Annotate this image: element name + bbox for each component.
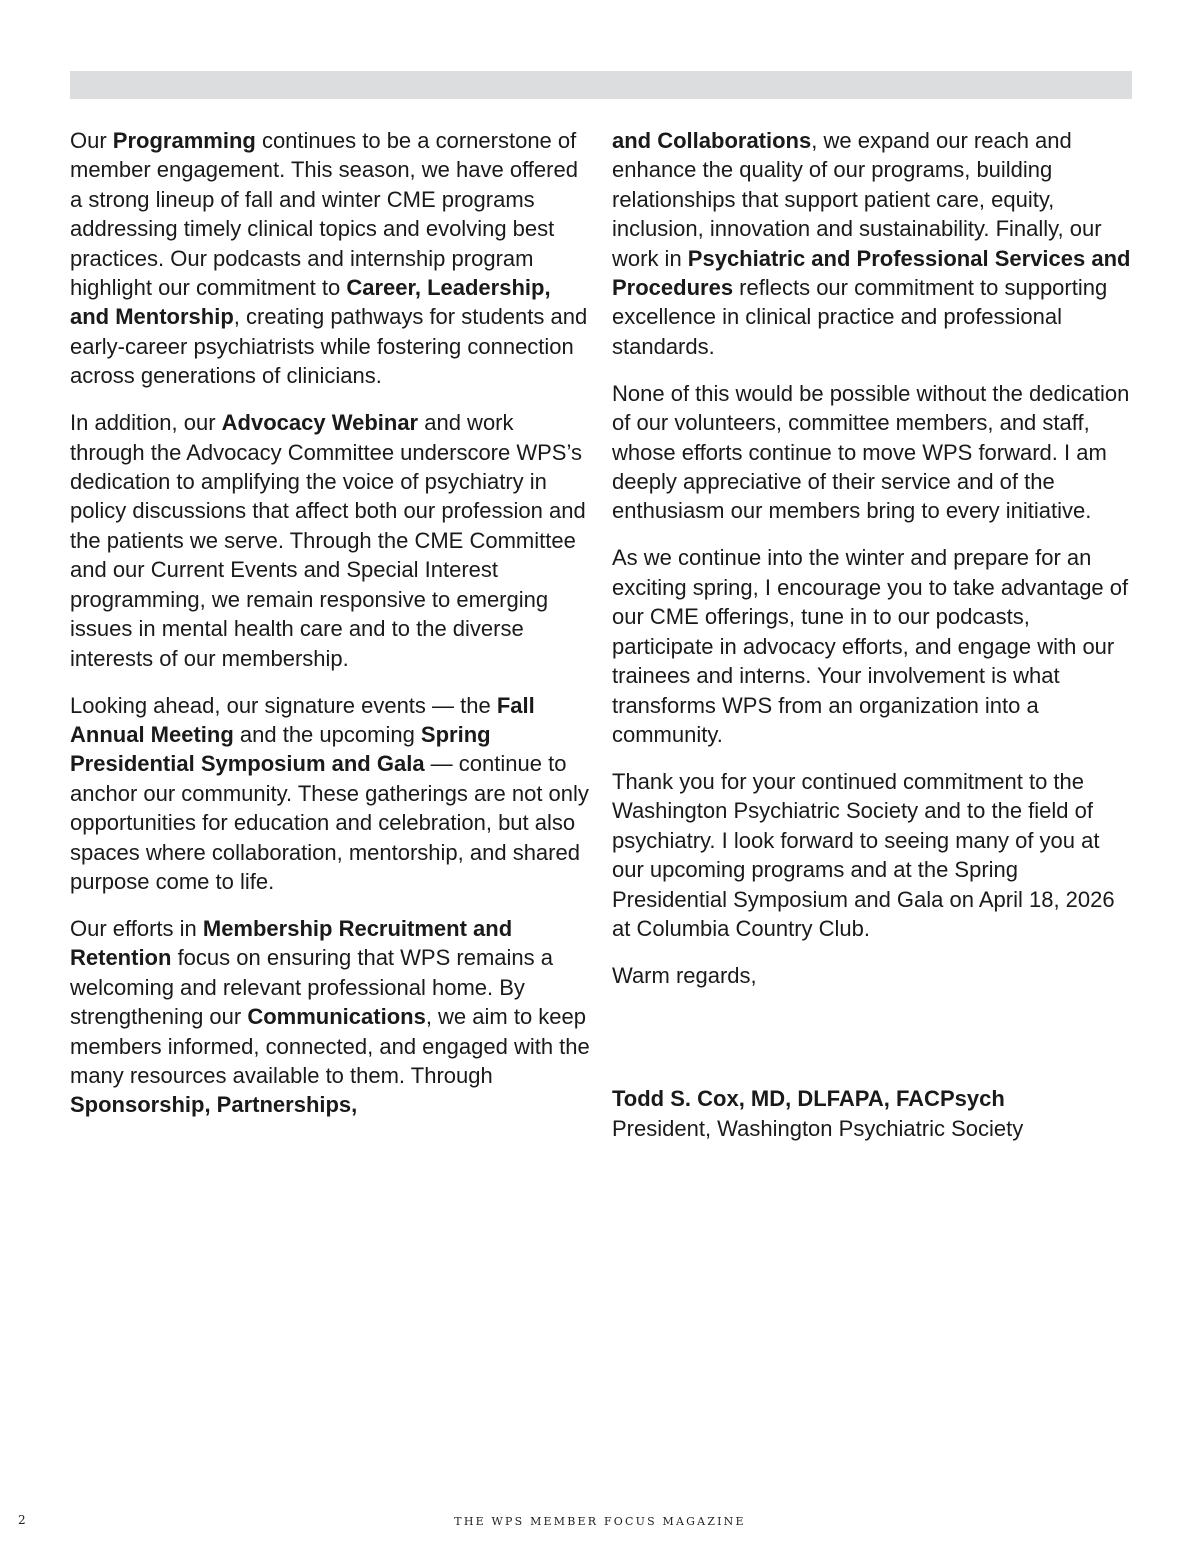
paragraph-membership: Our efforts in Membership Recruitment and Retention focus on ensuring that WPS remains a welcoming and relevant professional home. By strengthening our Communications, we aim to keep members informed, connected, and engaged with the many resources available to them. Through Sponsorship, Partnerships, (70, 915, 590, 1118)
paragraph-volunteers: None of this would be possible without the dedication of our volunteers, committee members, and staff, whose efforts continue to move WPS forward. I am deeply appreciative of their service and of the enthusiasm our members bring to every initiative. (612, 380, 1130, 524)
page-number: 2 (18, 1513, 26, 1527)
signature-name: Todd S. Cox, MD, DLFAPA, FACPsych (612, 1086, 1005, 1112)
paragraph-winter: As we continue into the winter and prepare for an exciting spring, I encourage you to take advantage of our CME offerings, tune in to our podcasts, participate in advocacy efforts, and engage with our trainees and interns. Your involvement is what transforms WPS from an organization into a community. (612, 545, 1129, 747)
signature-title: President, Washington Psychiatric Society (612, 1115, 1024, 1141)
left-column (70, 126, 590, 1137)
right-column (612, 126, 1132, 1143)
closing: Warm regards, (612, 962, 757, 988)
header-bar (70, 71, 1132, 99)
paragraph-thank-you: Thank you for your continued commitment to the Washington Psychiatric Society and to the field of psychiatry. I look forward to seeing many of you at our upcoming programs and at the Spring Presidential Symposium and Gala on April 18, 2026 at Columbia Country Club. (612, 768, 1115, 941)
paragraph-advocacy: In addition, our Advocacy Webinar and work through the Advocacy Committee underscore WPS’s dedication to amplifying the voice of psychiatry in policy discussions that affect both our profession and the patients we serve. Through the CME Committee and our Current Events and Special Interest programming, we remain responsive to emerging issues in mental health care and to the diverse interests of our membership. (70, 410, 586, 671)
paragraph-events: Looking ahead, our signature events — the Fall Annual Meeting and the upcoming Spring Presidential Symposium and Gala — continue to anchor our community. These gatherings are not only opportunities for education and celebration, but also spaces where collaboration, mentorship, and shared purpose come to life. (70, 692, 589, 894)
paragraph-collaborations: and Collaborations, we expand our reach and enhance the quality of our programs, building relationships that support patient care, equity, inclusion, innovation and sustainability. Finally, our work in Psychiatric and Professional Services and Procedures reflects our commitment to supporting excellence in clinical practice and professional standards. (612, 128, 1131, 359)
signature-block (612, 1084, 1132, 1143)
paragraph-programming: Our Programming continues to be a cornerstone of member engagement. This season, we have offered a strong lineup of fall and winter CME programs addressing timely clinical topics and evolving best practices. Our podcasts and internship program highlight our commitment to Career, Leadership, and Mentorship, creating pathways for students and early-career psychiatrists while fostering connection across generations of clinicians. (70, 128, 588, 389)
footer-publication-title: THE WPS MEMBER FOCUS MAGAZINE (454, 1515, 746, 1528)
